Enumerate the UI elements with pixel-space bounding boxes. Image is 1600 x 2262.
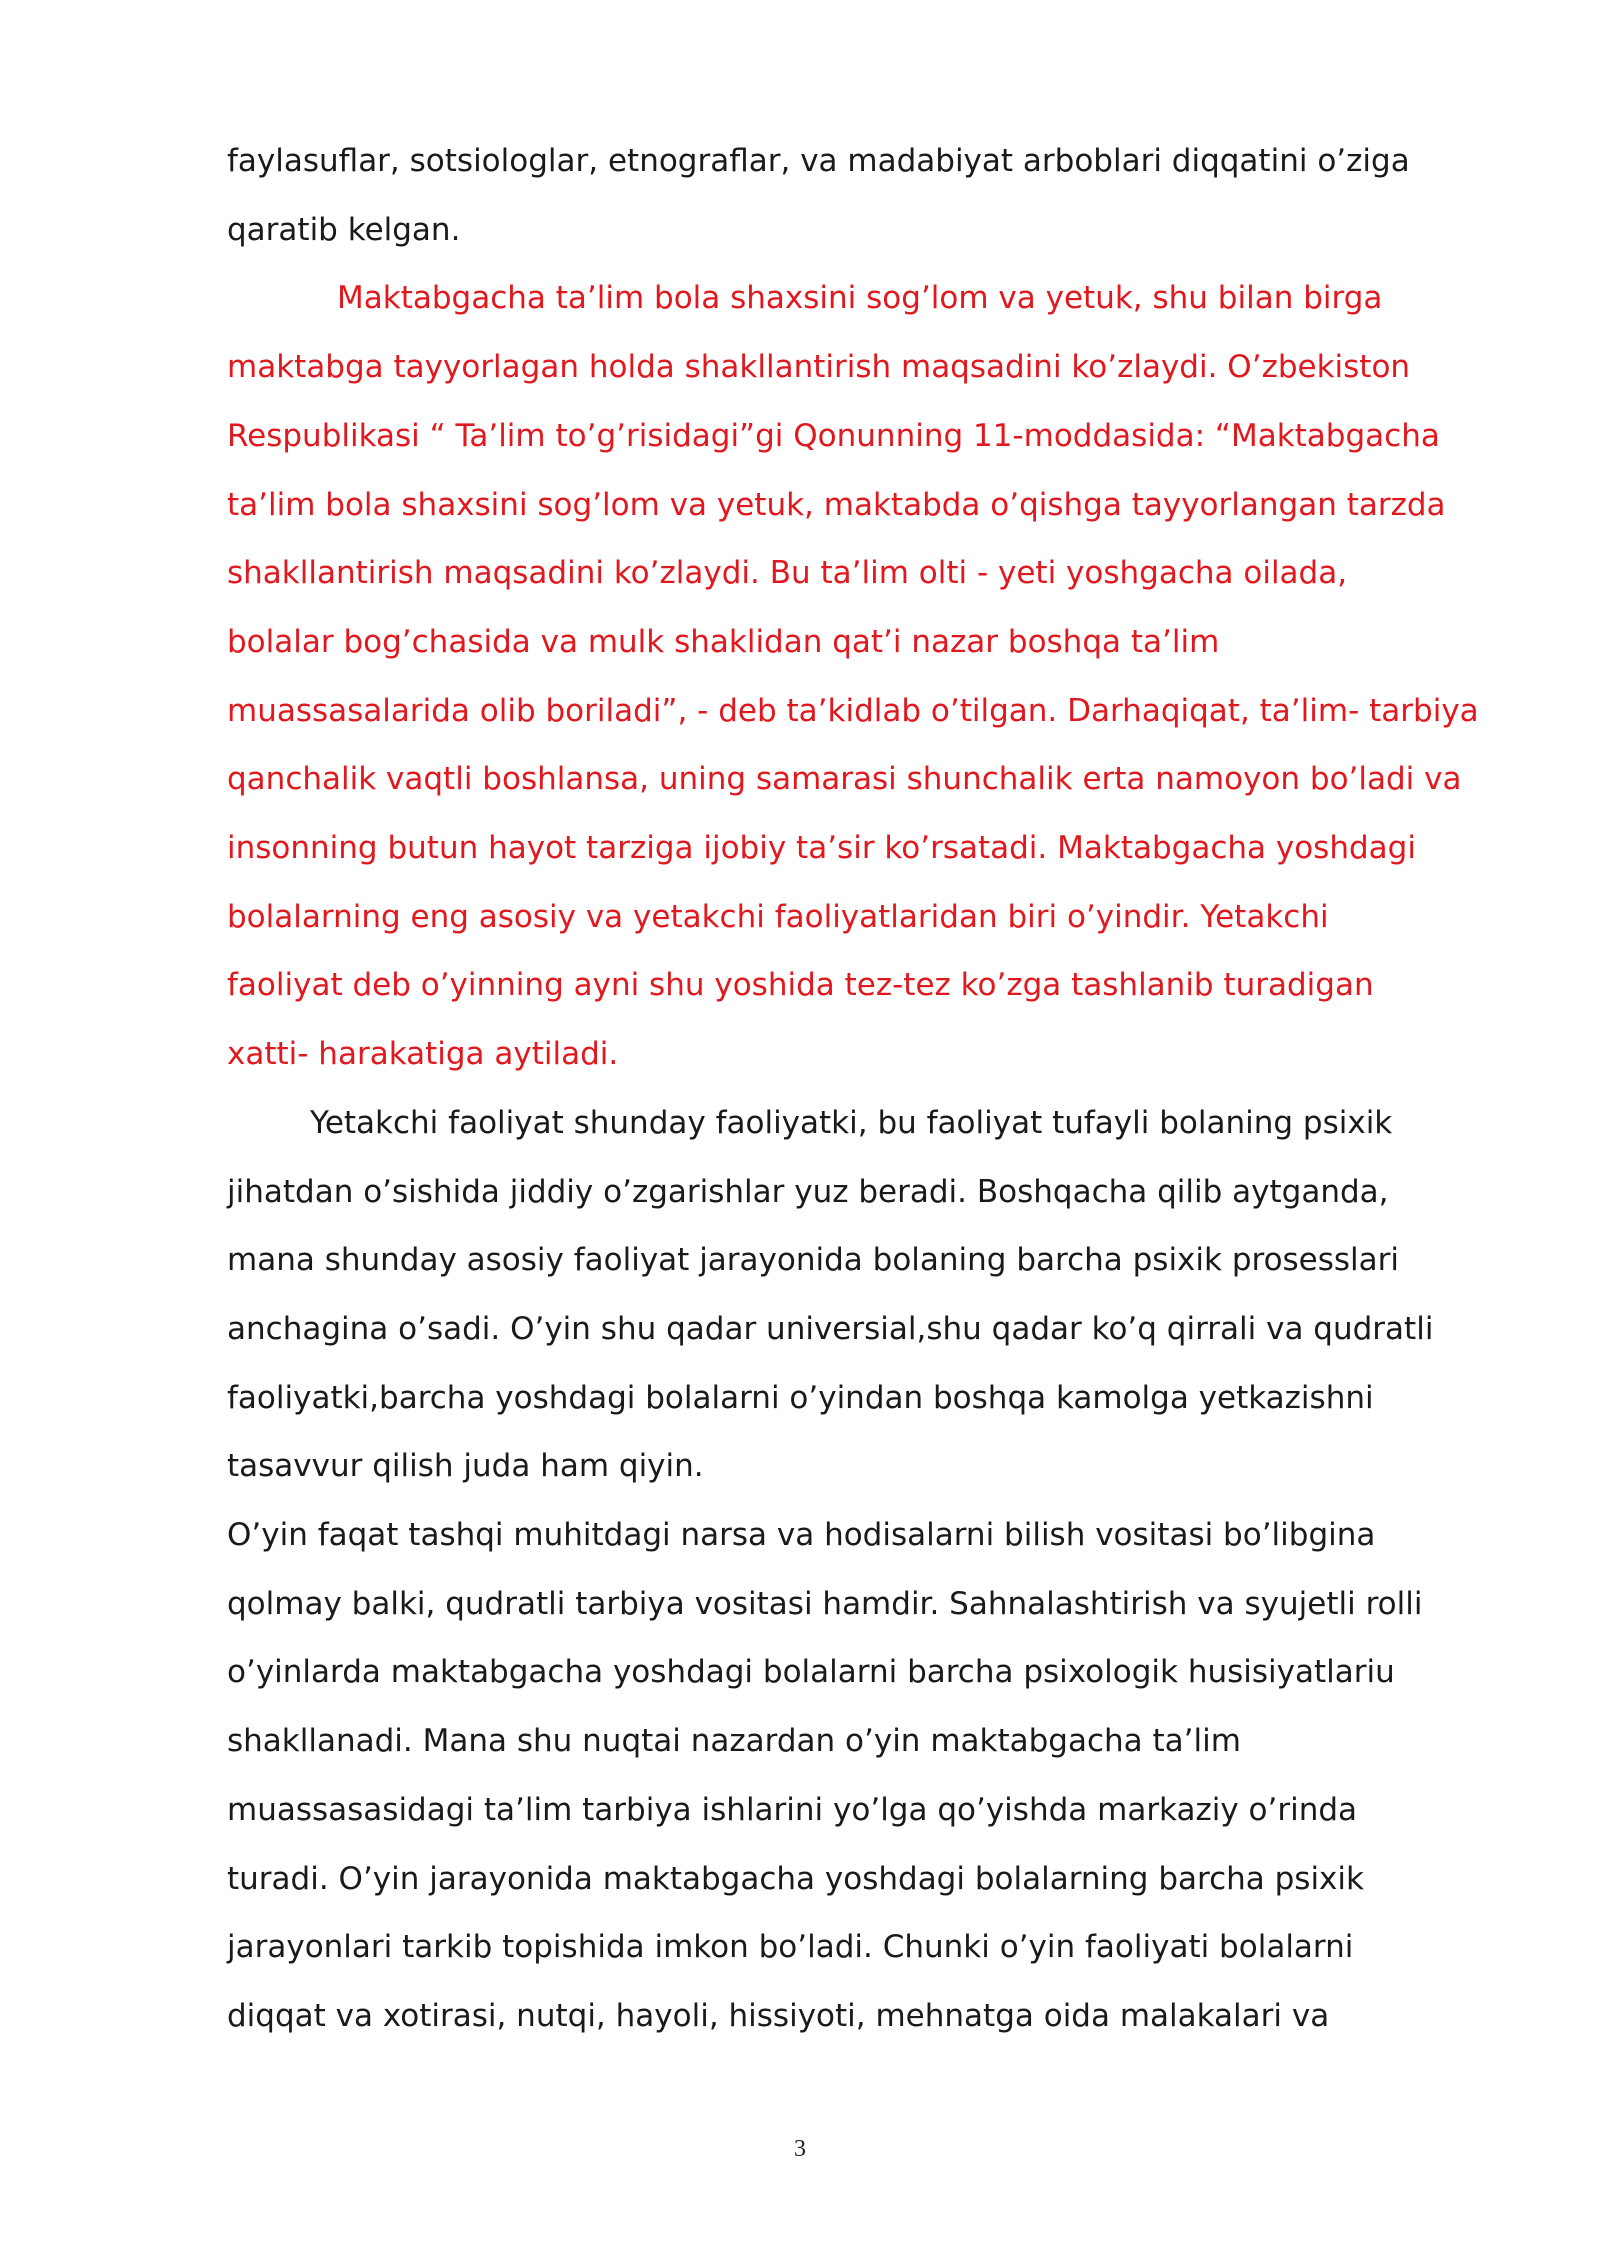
text-line: xatti- harakatiga aytiladi. [227,1036,619,1073]
text-line: O’yin faqat tashqi muhitdagi narsa va hodisalarni bilish vositasi bo’libgina [227,1517,1376,1553]
page-number: 3 [794,2136,806,2162]
text-line: jihatdan o’sishida jiddiy o’zgarishlar yuz beradi. Boshqacha qilib aytganda, [227,1173,1389,1210]
text-line: maktabga tayyorlagan holda shakllantirish maqsadini ko’zlaydi. O’zbekiston [227,349,1411,386]
text-line: faoliyat deb o’yinning ayni shu yoshida tez-tez ko’zga tashlanib turadigan [227,967,1374,1004]
text-line: faylasuflar, sotsiologlar, etnograflar, va madabiyat arboblari diqqatini o’ziga [227,143,1410,179]
text-line: bolalarning eng asosiy va yetakchi faoliyatlaridan biri o’yindir. Yetakchi [227,898,1329,935]
text-line: tasavvur qilish juda ham qiyin. [227,1448,704,1485]
text-line: o’yinlarda maktabgacha yoshdagi bolalarni barcha psixologik husisiyatlariu [227,1654,1395,1691]
text-line: muassasasidagi ta’lim tarbiya ishlarini yo’lga qo’yishda markaziy o’rinda [227,1791,1358,1828]
text-line: diqqat va xotirasi, nutqi, hayoli, hissiyoti, mehnatga oida malakalari va [227,1997,1330,2034]
text-line: shakllantirish maqsadini ko’zlaydi. Bu ta’lim olti - yeti yoshgacha oilada, [227,555,1348,592]
text-line: mana shunday asosiy faoliyat jarayonida bolaning barcha psixik prosesslari [227,1242,1400,1279]
text-line: anchagina o’sadi. O’yin shu qadar universial,shu qadar ko’q qirrali va qudratli [227,1310,1434,1347]
text-line: qolmay balki, qudratli tarbiya vositasi hamdir. Sahnalashtirish va syujetli rolli [227,1585,1423,1622]
text-line: muassasalarida olib boriladi”, - deb ta’kidlab o’tilgan. Darhaqiqat, ta’lim- tarbiya [227,692,1479,729]
text-line: qaratib kelgan. [227,211,461,248]
text-line: Maktabgacha ta’lim bola shaxsini sog’lom va yetuk, shu bilan birga [337,280,1383,317]
text-line: insonning butun hayot tarziga ijobiy ta’sir ko’rsatadi. Maktabgacha yoshdagi [227,830,1416,866]
text-line: bolalar bog’chasida va mulk shaklidan qat’i nazar boshqa ta’lim [227,623,1220,660]
text-line: turadi. O’yin jarayonida maktabgacha yoshdagi bolalarning barcha psixik [227,1860,1364,1897]
text-line: Yetakchi faoliyat shunday faoliyatki, bu faoliyat tufayli bolaning psixik [310,1104,1393,1141]
text-line: qanchalik vaqtli boshlansa, uning samarasi shunchalik erta namoyon bo’ladi va [227,761,1462,798]
text-line: Respublikasi “ Ta’lim to’g’risidagi”gi Qonunning 11-moddasida: “Maktabgacha [227,417,1440,454]
text-line: jarayonlari tarkib topishida imkon bo’ladi. Chunki o’yin faoliyati bolalarni [227,1929,1354,1966]
text-line: faoliyatki,barcha yoshdagi bolalarni o’yindan boshqa kamolga yetkazishni [227,1379,1374,1416]
text-line: ta’lim bola shaxsini sog’lom va yetuk, maktabda o’qishga tayyorlangan tarzda [227,486,1446,523]
text-line: shakllanadi. Mana shu nuqtai nazardan o’yin maktabgacha ta’lim [227,1723,1241,1760]
